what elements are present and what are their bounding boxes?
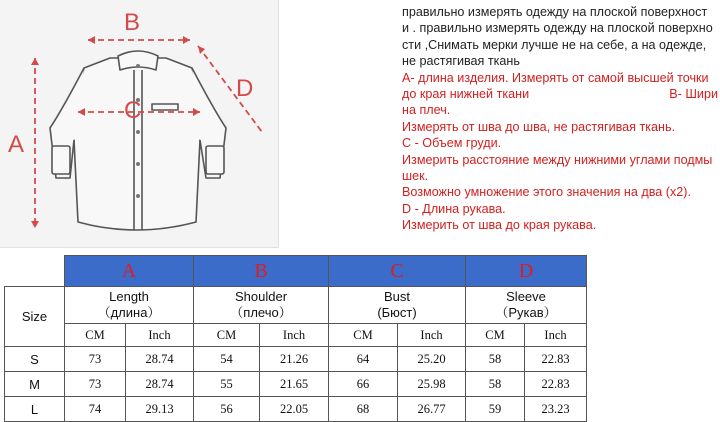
letter-d: D (466, 256, 587, 287)
unit-inch: Inch (525, 324, 587, 347)
unit-row (5, 324, 587, 347)
unit-cm: CM (466, 324, 525, 347)
size-label: S (5, 347, 65, 372)
instruction-line: Измерить расстояние между нижними углами подмы (402, 152, 713, 167)
label-c: C (124, 97, 142, 124)
category-sleeve (466, 287, 587, 324)
cell: 28.74 (126, 347, 194, 372)
table-row (5, 372, 587, 397)
unit-inch: Inch (126, 324, 194, 347)
unit-inch: Inch (260, 324, 329, 347)
cell: 66 (329, 372, 398, 397)
unit-cm: CM (65, 324, 126, 347)
cell: 56 (194, 397, 260, 422)
cell: 23.23 (525, 397, 587, 422)
category-ru: (Бюст) (377, 305, 417, 320)
unit-inch: Inch (398, 324, 466, 347)
cell: 22.05 (260, 397, 329, 422)
cell: 58 (466, 347, 525, 372)
table-row (5, 397, 587, 422)
instruction-line: Измерять от шва до шва, не растягивая ткань. (402, 119, 676, 134)
shirt-measurement-diagram (0, 0, 279, 248)
category-length (65, 287, 194, 324)
label-b: B (124, 9, 141, 36)
cell: 54 (194, 347, 260, 372)
cell: 74 (65, 397, 126, 422)
cell: 28.74 (126, 372, 194, 397)
instruction-a-line: А- длина изделия. Измерять от самой высшей точки (402, 70, 709, 85)
cell: 22.83 (525, 347, 587, 372)
cell: 55 (194, 372, 260, 397)
size-label: M (5, 372, 65, 397)
category-ru: （плечо） (230, 305, 292, 320)
table-row (5, 347, 587, 372)
category-ru: （длина） (97, 305, 161, 320)
category-shoulder (194, 287, 329, 324)
cell: 21.65 (260, 372, 329, 397)
instruction-a-end: до края нижней ткани (402, 87, 530, 102)
instruction-line: сти ,Снимать мерки лучше не на себе, а на одежде, (402, 37, 707, 52)
category-name: Shoulder (234, 289, 288, 304)
shirt-outline (50, 51, 226, 230)
category-name: Length (109, 289, 149, 304)
instruction-line: на плеч. (402, 103, 451, 118)
category-bust (329, 287, 466, 324)
cell: 26.77 (398, 397, 466, 422)
instruction-line: и . правильно измерять одежду на плоской поверхно (402, 21, 713, 36)
category-name: Bust (384, 289, 411, 304)
cell: 29.13 (126, 397, 194, 422)
cell: 58 (466, 372, 525, 397)
letter-c: C (329, 256, 466, 287)
instruction-line: Измерить от шва до края рукава. (402, 218, 597, 233)
label-a: A (8, 131, 25, 158)
instruction-line: Возможно умножение этого значения на два (x2). (402, 185, 691, 200)
measurement-instructions (402, 4, 718, 234)
cell: 64 (329, 347, 398, 372)
unit-cm: CM (194, 324, 260, 347)
letter-a: A (65, 256, 194, 287)
cell: 59 (466, 397, 525, 422)
instruction-c-line: С - Объем груди. (402, 136, 502, 151)
category-ru: （Рукав） (495, 305, 557, 320)
unit-cm: CM (329, 324, 398, 347)
instruction-line: не растягивая ткань (402, 54, 520, 69)
cell: 73 (65, 347, 126, 372)
cell: 73 (65, 372, 126, 397)
size-chart-table (4, 255, 587, 422)
cell: 25.20 (398, 347, 466, 372)
instruction-line: правильно измерять одежду на плоской поверхност (402, 5, 708, 19)
label-d: D (236, 75, 254, 102)
cell: 25.98 (398, 372, 466, 397)
category-name: Sleeve (506, 289, 546, 304)
letter-header-row (5, 256, 587, 287)
category-row (5, 287, 587, 324)
cell: 68 (329, 397, 398, 422)
blank-corner (5, 256, 65, 287)
instruction-b-start: В- Шири (669, 87, 718, 102)
size-header: Size (5, 287, 65, 347)
instruction-d-line: D - Длина рукава. (402, 201, 506, 216)
shirt-diagram-svg (0, 0, 278, 247)
letter-b: B (194, 256, 329, 287)
instruction-split-line (402, 86, 718, 102)
cell: 21.26 (260, 347, 329, 372)
cell: 22.83 (525, 372, 587, 397)
size-label: L (5, 397, 65, 422)
instruction-line: шек. (402, 169, 429, 184)
